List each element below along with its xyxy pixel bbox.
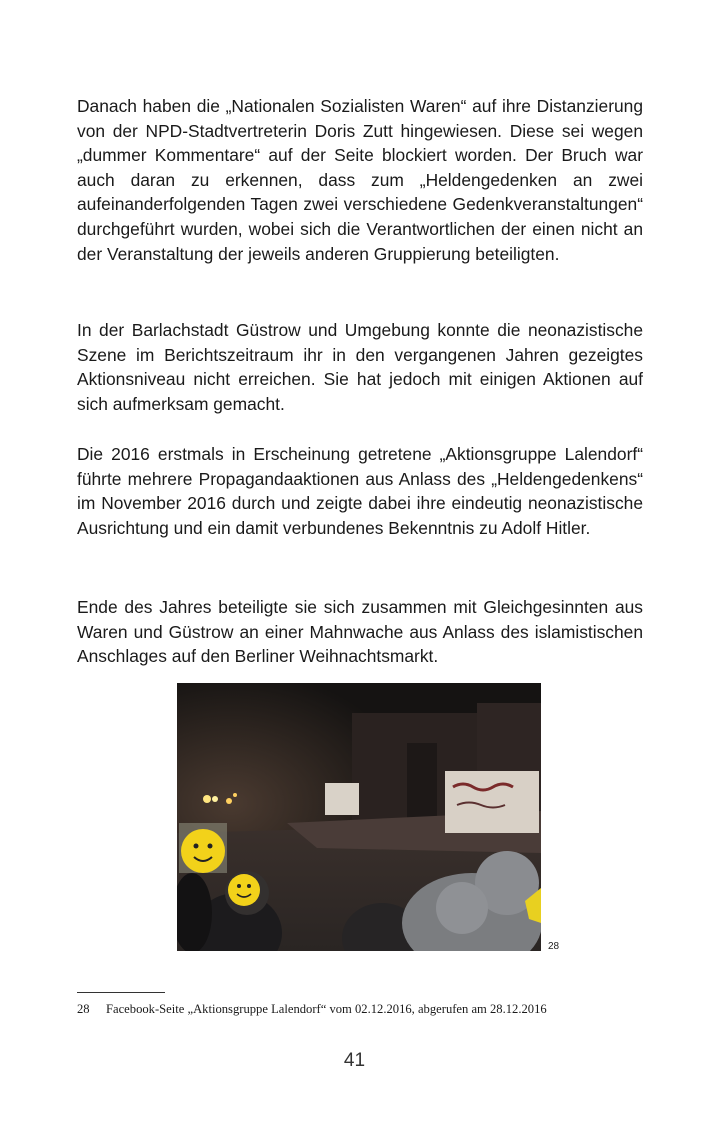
footnote xyxy=(77,1002,677,1017)
page-number: 41 xyxy=(343,1050,366,1071)
smiley-mask-icon xyxy=(228,874,260,906)
footnote-text: Facebook-Seite „Aktionsgruppe Lalendorf“ vom 02.12.2016, abgerufen am 28.12.2016 xyxy=(106,1002,547,1016)
smiley-mask-icon xyxy=(179,823,227,873)
footnote-reference: 28 xyxy=(548,941,560,952)
photo-scene xyxy=(177,683,541,951)
banner-left xyxy=(325,783,359,815)
paragraph-3: Die 2016 erstmals in Erscheinung getretene „Aktionsgruppe Lalendorf“ führte mehrere Propagandaaktionen aus Anlass des „Heldengedenkens“ im November 2016 durch und zeigte dabei ihre eindeutig neonazistische Ausrichtung und ein damit verbundenes Bekenntnis zu Adolf Hitler. xyxy=(77,444,643,538)
paragraph-1: Danach haben die „Nationalen Sozialisten Waren“ auf ihre Distanzierung von der NPD-Stadtvertreterin Doris Zutt hingewiesen. Diese sei wegen „dummer Kommentare“ auf der Seite blockiert worden. Der Bruch war auch daran zu erkennen, dass zum „Heldengedenken an zwei aufeinanderfolgenden Tagen zwei verschiedene Gedenkveranstaltungen“ durchgeführt wurden, wobei sich die Verantwortlichen der einen nicht an der Veranstaltung der jeweils anderen Gruppierung beteiligten. xyxy=(77,96,643,264)
footnote-number: 28 xyxy=(77,1002,90,1016)
footnote-divider xyxy=(77,992,165,993)
paragraph-2: In der Barlachstadt Güstrow und Umgebung konnte die neonazistische Szene im Berichtszeitraum ihr in den vergangenen Jahren gezeigtes Aktionsniveau nicht erreichen. Sie hat jedoch mit einigen Aktionen auf sich aufmerksam gemacht. xyxy=(77,320,643,414)
paragraph-4: Ende des Jahres beteiligte sie sich zusammen mit Gleichgesinnten aus Waren und Güstrow an einer Mahnwache aus Anlass des islamistischen Anschlages auf den Berliner Weihnachtsmarkt. xyxy=(77,597,643,667)
banner-right xyxy=(445,771,539,833)
vigil-photo xyxy=(177,683,541,951)
